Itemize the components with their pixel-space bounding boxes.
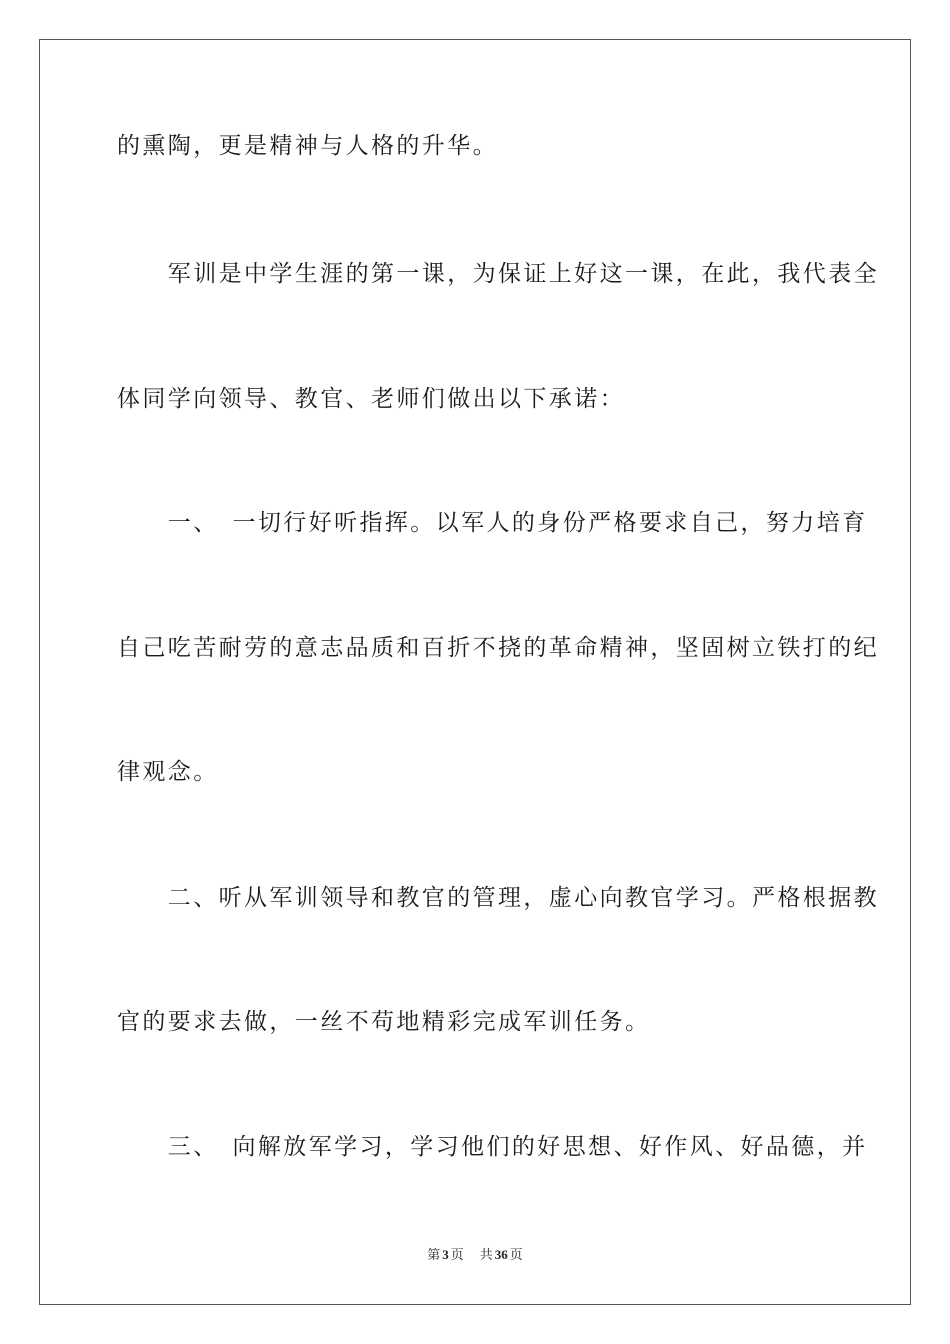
footer-page-number: 3 xyxy=(442,1247,449,1262)
text-line-5: 自己吃苦耐劳的意志品质和百折不挠的革命精神，坚固树立铁打的纪 xyxy=(117,635,879,661)
text-line-3: 体同学向领导、教官、老师们做出以下承诺： xyxy=(117,386,625,412)
text-line-4: 一、 一切行好听指挥。以军人的身份严格要求自己，努力培育 xyxy=(117,510,868,536)
page-border xyxy=(39,39,911,1305)
footer-total-suffix: 页 xyxy=(509,1247,523,1262)
footer-total-pages: 36 xyxy=(494,1247,508,1262)
footer-page-suffix: 页 xyxy=(450,1247,464,1262)
footer-total-prefix: 共 xyxy=(479,1247,493,1262)
text-line-6: 律观念。 xyxy=(117,759,219,785)
text-line-1: 的熏陶，更是精神与人格的升华。 xyxy=(117,133,498,159)
page-footer xyxy=(0,1246,950,1264)
text-line-2: 军训是中学生涯的第一课，为保证上好这一课，在此，我代表全 xyxy=(117,261,879,287)
text-line-9: 三、 向解放军学习，学习他们的好思想、好作风、好品德，并 xyxy=(117,1134,868,1160)
footer-page-prefix: 第 xyxy=(427,1247,441,1262)
text-line-8: 官的要求去做，一丝不苟地精彩完成军训任务。 xyxy=(117,1009,651,1035)
text-line-7: 二、听从军训领导和教官的管理，虚心向教官学习。严格根据教 xyxy=(117,885,879,911)
